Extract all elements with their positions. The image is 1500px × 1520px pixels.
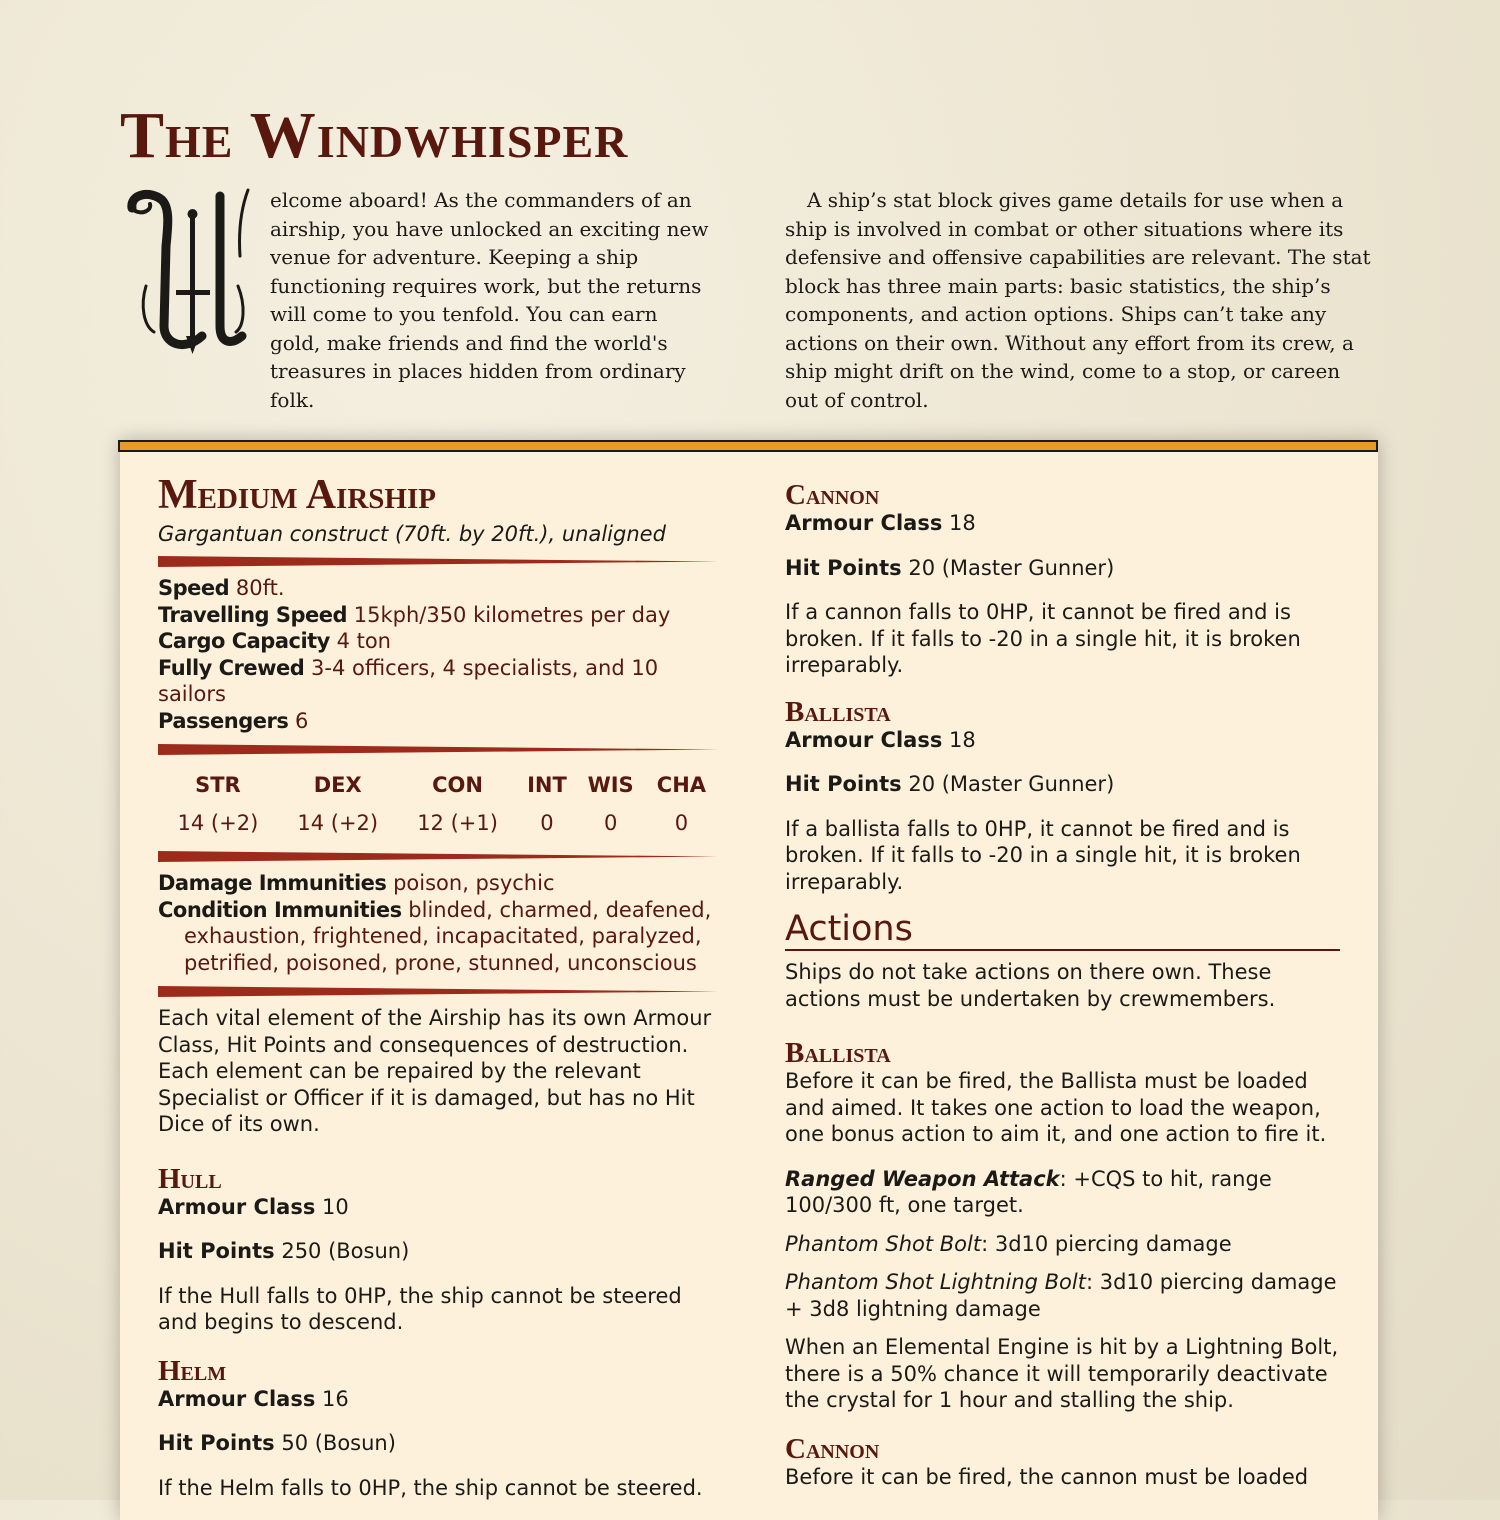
cannon-armour-class: Armour Class 18	[785, 511, 976, 535]
ability-header: CON	[432, 773, 483, 797]
stat-block-right-column	[785, 480, 1340, 1490]
taper-divider	[158, 744, 718, 755]
helm-effect: If the Helm falls to 0HP, the ship cannot be steered.	[158, 1475, 703, 1500]
action-ballista-heading: Ballista	[785, 1037, 891, 1069]
ability-header: WIS	[587, 773, 634, 797]
intro-paragraph-left: elcome aboard! As the commanders of an airship, you have unlocked an exciting new venue for adventure. Keeping a ship functioning requires work, but the returns will come to you tenfold. You can earn gold, make friends and find the world's treasures in places hidden from ordinary folk.	[270, 188, 709, 412]
ability-value: 12 (+1)	[417, 811, 498, 835]
phantom-shot-bolt: Phantom Shot Bolt: 3d10 piercing damage	[785, 1231, 1232, 1256]
hull-hit-points: Hit Points 250 (Bosun)	[158, 1239, 410, 1263]
stat-block	[120, 440, 1378, 1520]
actions-intro: Ships do not take actions on there own. These actions must be undertaken by crewmembers.	[785, 960, 1276, 1011]
creature-subtitle: Gargantuan construct (70ft. by 20ft.), unaligned	[158, 522, 666, 546]
prop-fully-crewed: Fully Crewed 3-4 officers, 4 specialists, and 10 sailors	[158, 655, 659, 706]
prop-travelling-speed: Travelling Speed 15kph/350 kilometres per day	[158, 602, 671, 627]
prop-cargo-capacity: Cargo Capacity 4 ton	[158, 629, 391, 653]
helm-hit-points: Hit Points 50 (Bosun)	[158, 1431, 396, 1455]
prop-speed: Speed 80ft.	[158, 576, 285, 600]
hull-effect: If the Hull falls to 0HP, the ship cannot be steered and begins to descend.	[158, 1283, 682, 1334]
phantom-shot-lightning-bolt: Phantom Shot Lightning Bolt: 3d10 piercing damage + 3d8 lightning damage	[785, 1270, 1337, 1321]
ranged-weapon-attack: Ranged Weapon Attack: +CQS to hit, range 100/300 ft, one target.	[785, 1166, 1272, 1217]
cannon-effect: If a cannon falls to 0HP, it cannot be fired and is broken. If it falls to -20 in a single hit, it is broken irreparably.	[785, 600, 1301, 677]
cannon-hit-points: Hit Points 20 (Master Gunner)	[785, 555, 1115, 580]
helm-heading: Helm	[158, 1354, 227, 1387]
prop-passengers: Passengers 6	[158, 708, 309, 733]
action-ballista-text: Before it can be fired, the Ballista must be loaded and aimed. It takes one action to load the weapon, one bonus action to aim it, and one action to fire it.	[785, 1069, 1327, 1146]
intro-paragraph-right: A ship’s stat block gives game details for use when a ship is involved in combat or other situations where its defensive and offensive capabilities are relevant. The stat block has three main parts: basic statistics, the ship’s components, and action options. Ships can’t take any actions on their own. Without any effort from its crew, a ship might drift on the wind, come to a stop, or careen out of control.	[785, 188, 1371, 412]
action-cannon-text: Before it can be fired, the cannon must be loaded	[785, 1464, 1309, 1489]
creature-name: Medium Airship	[158, 472, 436, 518]
helm-armour-class: Armour Class 16	[158, 1386, 349, 1411]
ability-value: 0	[603, 811, 618, 835]
components-description: Each vital element of the Airship has its own Armour Class, Hit Points and consequences of destruction. Each element can be repaired by the relevant Specialist or Officer if it is damaged, but has no Hit Dice of its own.	[158, 1006, 712, 1136]
actions-heading: Actions	[785, 909, 1340, 951]
cannon-heading: Cannon	[785, 479, 880, 511]
taper-divider	[158, 556, 718, 567]
properties-list	[158, 575, 718, 734]
taper-divider	[158, 851, 718, 862]
ability-header: STR	[195, 773, 241, 797]
hull-armour-class: Armour Class 10	[158, 1194, 349, 1219]
action-cannon-heading: Cannon	[785, 1432, 880, 1465]
ability-header: INT	[527, 773, 567, 797]
elemental-engine-note: When an Elemental Engine is hit by a Lightning Bolt, there is a 50% chance it will temporarily deactivate the crystal for 1 hour and stalling the ship.	[785, 1335, 1339, 1412]
ability-value: 0	[674, 811, 689, 835]
page-title: The Windwhisper	[120, 99, 629, 172]
stat-block-left-column	[158, 470, 718, 1501]
ballista-armour-class: Armour Class 18	[785, 727, 976, 752]
ballista-hit-points: Hit Points 20 (Master Gunner)	[785, 772, 1115, 796]
taper-divider	[158, 986, 718, 997]
ballista-effect: If a ballista falls to 0HP, it cannot be fired and is broken. If it falls to -20 in a single hit, it is broken irreparably.	[785, 816, 1301, 894]
ballista-heading: Ballista	[785, 695, 891, 728]
ability-value: 0	[540, 811, 554, 835]
damage-immunities: Damage Immunities poison, psychic	[158, 871, 555, 895]
dropcap-w-sword-icon	[120, 186, 260, 356]
ability-value: 14 (+2)	[177, 811, 259, 835]
hull-heading: Hull	[158, 1162, 222, 1195]
ability-value: 14 (+2)	[297, 811, 379, 835]
ability-scores-table	[158, 765, 718, 841]
ability-header: DEX	[313, 773, 362, 797]
ability-header: CHA	[656, 773, 707, 797]
condition-immunities: Condition Immunities blinded, charmed, deafened, exhaustion, frightened, incapacitated, paralyzed, petrified, poisoned, prone, stunned, unconscious	[158, 897, 712, 975]
stat-block-top-bar	[118, 440, 1378, 452]
